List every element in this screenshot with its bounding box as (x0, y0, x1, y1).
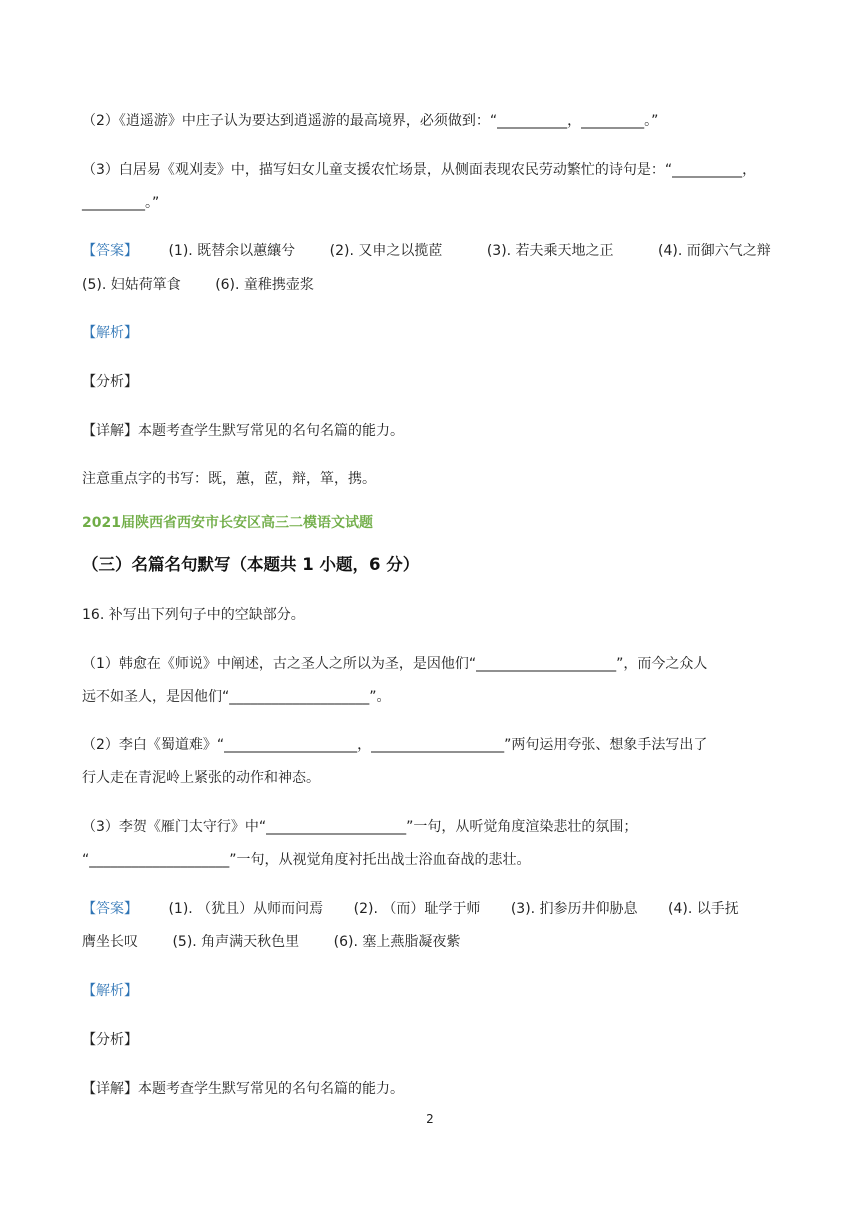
answer-item: (3). 扪参历井仰胁息 (510, 901, 638, 917)
question-3-line-1: （3）白居易《观刈麦》中，描写妇女儿童支援农忙场景，从侧面表现农民劳动繁忙的诗句是：“__________， (82, 162, 757, 178)
q16-3-line-2: “____________________”一句，从视觉角度衬托出战士浴血奋战的悲壮。 (82, 852, 531, 868)
fenxi-label: 【分析】 (82, 374, 138, 390)
answer-item: (5). 角声满天秋色里 (172, 934, 300, 950)
q16-2-line-2: 行人走在青泥岭上紧张的动作和神态。 (82, 770, 320, 786)
question-16: 16. 补写出下列句子中的空缺部分。 (82, 607, 305, 623)
answer-label: 【答案】 (82, 901, 138, 917)
question-2-text: （2）《逍遥游》中庄子认为要达到逍遥游的最高境界，必须做到：“__________，_________。” (82, 113, 659, 129)
analysis-label: 【解析】 (82, 983, 138, 999)
page-number: 2 (426, 1112, 434, 1126)
answer-label: 【答案】 (82, 243, 138, 259)
q16-3-line-1: （3）李贺《雁门太守行》中“____________________”一句，从听觉角度渲染悲壮的氛围； (82, 819, 638, 835)
section-heading: （三）名篇名句默写（本题共 1 小题，6 分） (82, 555, 420, 574)
answer-line-1 (82, 899, 739, 919)
detail-text: 【详解】本题考查学生默写常见的名句名篇的能力。 (82, 423, 404, 439)
q16-1-line-2: 远不如圣人，是因他们“____________________”。 (82, 689, 391, 705)
q16-1-line-1: （1）韩愈在《师说》中阐述，古之圣人之所以为圣，是因他们“____________________”，而今之众人 (82, 656, 708, 672)
answer-item: (6). 塞上燕脂凝夜紫 (333, 934, 461, 950)
q16-2-line-1: （2）李白《蜀道难》“___________________，___________________”两句运用夸张、想象手法写出了 (82, 737, 708, 753)
note-text: 注意重点字的书写：既，蕙，茝，辩，箪，携。 (82, 471, 376, 487)
fenxi-label: 【分析】 (82, 1032, 138, 1048)
answer-item: 膺坐长叹 (82, 934, 138, 950)
answer-item: (4). 而御六气之辩 (658, 243, 771, 259)
question-3-line-2: _________。” (82, 195, 160, 211)
answer-line-2 (82, 932, 460, 952)
answer-item: (2). （而）耻学于师 (353, 901, 481, 917)
answer-line-2 (82, 275, 314, 295)
answer-item: (3). 若夫乘天地之正 (486, 243, 614, 259)
answer-item: (5). 妇姑荷箪食 (82, 277, 181, 293)
answer-item: (2). 又申之以揽茝 (329, 243, 443, 259)
answer-item: (1). （犹且）从师而问焉 (168, 901, 324, 917)
answer-item: (1). 既替余以蕙纕兮 (168, 243, 296, 259)
answer-item: (6). 童稚携壶浆 (215, 277, 314, 293)
answer-line-1 (82, 241, 771, 261)
answer-item: (4). 以手抚 (668, 901, 739, 917)
detail-text: 【详解】本题考查学生默写常见的名句名篇的能力。 (82, 1081, 404, 1097)
analysis-label: 【解析】 (82, 325, 138, 341)
source-title: 2021届陕西省西安市长安区高三二模语文试题 (82, 515, 373, 531)
